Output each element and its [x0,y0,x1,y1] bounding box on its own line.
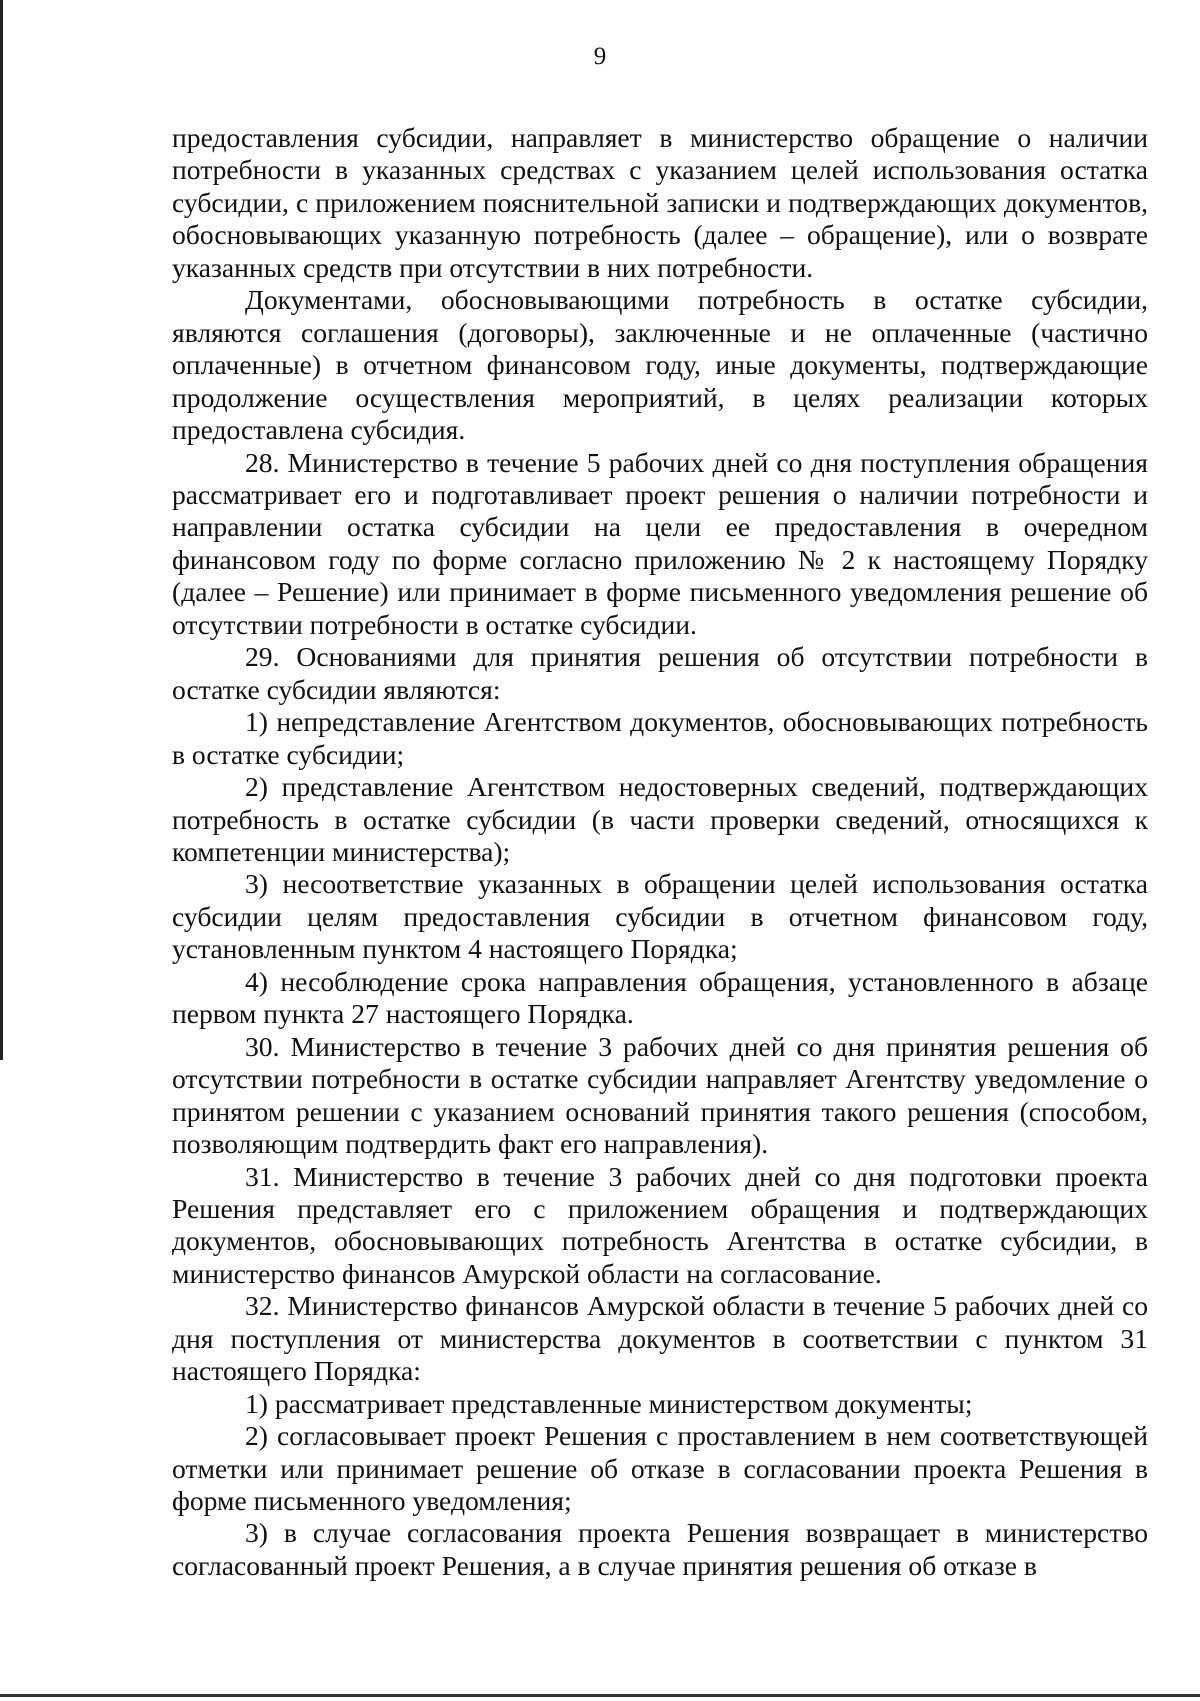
paragraph-item-32-1: 1) рассматривает представленные министерством документы; [245,1387,973,1419]
page-number: 9 [593,43,607,70]
paragraph-item-31: 31. Министерство в течение 3 рабочих дней со дня подготовки проекта Решения представляет его с приложением обращения и подтверждающих документов, обосновывающих потребность Агентства в остатке субсидии, в министерство финансов Амурской области на согласование. [172,1160,1148,1289]
paragraph-item-29-4: 4) несоблюдение срока направления обращения, установленного в абзаце первом пункта 27 настоящего Порядка. [172,965,1148,1030]
paragraph-item-29-1: 1) непредставление Агентством документов, обосновывающих потребность в остатке субсидии; [172,706,1148,770]
paragraph-item-29: 29. Основаниями для принятия решения об отсутствии потребности в остатке субсидии являются: [172,641,1148,705]
scan-edge-line [0,0,3,1060]
paragraph-item-32: 32. Министерство финансов Амурской области в течение 5 рабочих дней со дня поступления от министерства документов в соответствии с пунктом 31 настоящего Порядка: [172,1290,1148,1387]
paragraph-documents-justifying: Документами, обосновывающими потребность в остатке субсидии, являются соглашения (договоры), заключенные и не оплаченные (частично оплаченные) в отчетном финансовом году, иные документы, подтверждающие продолжение осуществления мероприятий, в целях реализации которых предоставлена субсидия. [172,284,1148,446]
paragraph-item-32-3: 3) в случае согласования проекта Решения возвращает в министерство согласованный проект Решения, а в случае принятия решения об отказе в [172,1517,1148,1581]
paragraph-continuation: предоставления субсидии, направляет в министерство обращение о наличии потребности в указанных средствах с указанием целей использования остатка субсидии, с приложением пояснительной записки и подтверждающих документов, обосновывающих указанную потребность (далее – обращение), или о возврате указанных средств при отсутствии в них потребности. [172,122,1148,283]
paragraph-item-28: 28. Министерство в течение 5 рабочих дней со дня поступления обращения рассматривает его и подготавливает проект решения о наличии потребности и направлении остатка субсидии на цели ее предоставления в очередном финансовом году по форме согласно приложению № 2 к настоящему Порядку (далее – Решение) или принимает в форме письменного уведомления решение об отсутствии потребности в остатке субсидии. [172,446,1148,640]
paragraph-item-32-2: 2) согласовывает проект Решения с проставлением в нем соответствующей отметки или принимает решение об отказе в согласовании проекта Решения в форме письменного уведомления; [172,1420,1148,1517]
paragraph-item-30: 30. Министерство в течение 3 рабочих дней со дня принятия решения об отсутствии потребности в остатке субсидии направляет Агентству уведомление о принятом решении с указанием оснований принятия такого решения (способом, позволяющим подтвердить факт его направления). [172,1030,1148,1160]
scan-bottom-line [0,1694,1200,1697]
paragraph-item-29-3: 3) несоответствие указанных в обращении целей использования остатка субсидии целям предоставления субсидии в отчетном финансовом году, установленным пунктом 4 настоящего Порядка; [172,868,1148,965]
paragraph-item-29-2: 2) представление Агентством недостоверных сведений, подтверждающих потребность в остатке субсидии (в части проверки сведений, относящихся к компетенции министерства); [172,771,1148,867]
document-body [172,122,1148,1582]
